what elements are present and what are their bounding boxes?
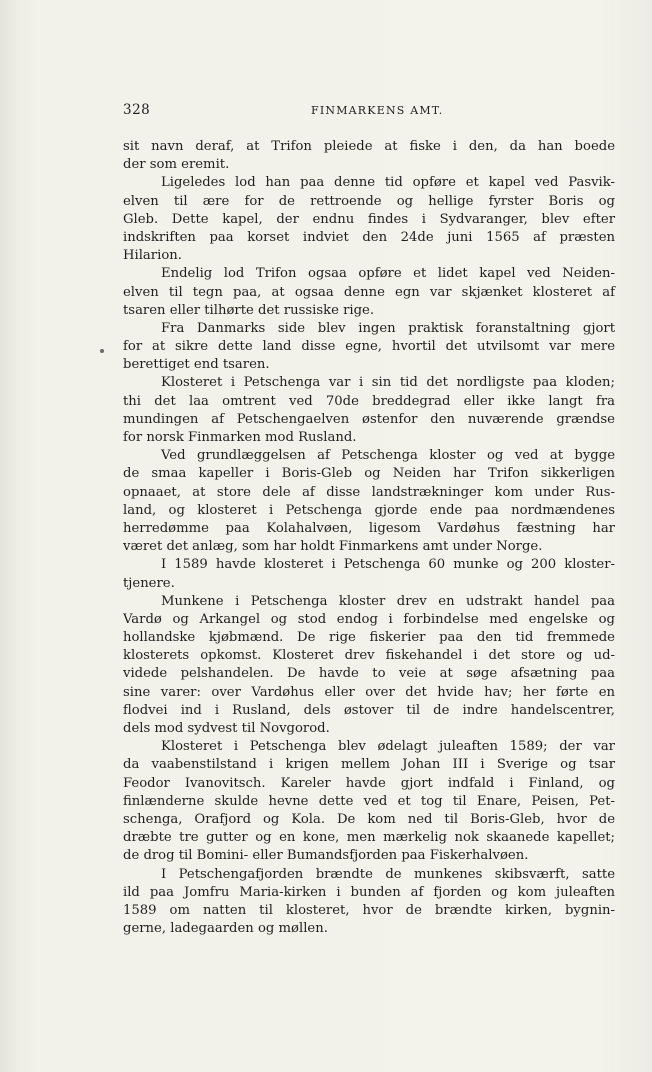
page-header	[123, 102, 615, 122]
text-line: Ved grundlæggelsen af Petschenga kloster og ved at bygge	[161, 448, 615, 464]
text-line: opnaaet, at store dele af disse landstrækninger kom under Rus-	[123, 484, 615, 500]
text-line: været det anlæg, som har holdt Finmarkens amt under Norge.	[123, 539, 543, 555]
text-line: gerne, ladegaarden og møllen.	[123, 921, 328, 937]
body-text	[123, 138, 615, 938]
text-line: Klosteret i Petschenga var i sin tid det nordligste paa kloden;	[161, 375, 615, 391]
text-line: de drog til Bomini- eller Bumandsfjorden paa Fiskerhalvøen.	[123, 848, 529, 864]
text-line: tsaren eller tilhørte det russiske rige.	[123, 302, 375, 318]
text-line: da vaabenstilstand i krigen mellem Johan III i Sverige og tsar	[123, 757, 615, 773]
text-line: land, og klosteret i Petschenga gjorde ende paa nordmændenes	[123, 502, 615, 518]
text-line: Feodor Ivanovitsch. Kareler havde gjort indfald i Finland, og	[123, 775, 615, 791]
text-line: sit navn deraf, at Trifon pleiede at fiske i den, da han boede	[123, 139, 615, 154]
page-number: 328	[123, 102, 151, 118]
text-line: herredømme paa Kolahalvøen, ligesom Vardøhus fæstning har	[123, 520, 615, 536]
text-line: Vardø og Arkangel og stod endog i forbindelse med engelske og	[123, 611, 615, 627]
text-line: berettiget end tsaren.	[123, 357, 270, 373]
text-line: 1589 om natten til klosteret, hvor de brændte kirken, bygnin-	[123, 902, 615, 918]
text-line: I 1589 havde klosteret i Petschenga 60 munke og 200 kloster-	[161, 557, 615, 573]
text-line: Hilarion.	[123, 248, 182, 264]
text-line: der som eremit.	[123, 157, 230, 173]
text-line: I Petschengafjorden brændte de munkenes skibsværft, satte	[161, 866, 615, 882]
text-line: Munkene i Petschenga kloster drev en udstrakt handel paa	[161, 593, 615, 609]
text-line: elven til tegn paa, at ogsaa denne egn var skjænket klosteret af	[123, 284, 615, 300]
text-line: hollandske kjøbmænd. De rige fiskerier paa den tid fremmede	[123, 630, 615, 646]
text-line: Ligeledes lod han paa denne tid opføre et kapel ved Pasvik-	[161, 175, 615, 191]
text-line: for norsk Finmarken mod Rusland.	[123, 430, 357, 445]
text-line: de smaa kapeller i Boris-Gleb og Neiden har Trifon sikkerligen	[123, 466, 615, 482]
text-line: Fra Danmarks side blev ingen praktisk foranstaltning gjort	[161, 320, 615, 336]
text-line: tjenere.	[123, 575, 175, 591]
text-line: sine varer: over Vardøhus eller over det hvide hav; her førte en	[123, 684, 615, 700]
text-line: thi det laa omtrent ved 70de breddegrad eller ikke langt fra	[123, 393, 615, 409]
running-title: FINMARKENS AMT.	[311, 104, 444, 117]
text-line: schenga, Orafjord og Kola. De kom ned til Boris-Gleb, hvor de	[123, 811, 615, 827]
text-line: klosterets opkomst. Klosteret drev fiskehandel i det store og ud-	[123, 648, 615, 664]
text-line: indskriften paa korset indviet den 24de juni 1565 af præsten	[123, 229, 615, 245]
text-line: videde pelshandelen. De havde to veie at søge afsætning paa	[123, 666, 615, 682]
text-line: dræbte tre gutter og en kone, men mærkelig nok skaanede kapellet;	[123, 830, 615, 846]
text-line: flodvei ind i Rusland, dels østover til de indre handelscentrer,	[123, 702, 615, 718]
text-line: finlænderne skulde hevne dette ved et tog til Enare, Peisen, Pet-	[123, 793, 615, 809]
margin-mark	[100, 349, 104, 353]
text-line: Endelig lod Trifon ogsaa opføre et lidet kapel ved Neiden-	[161, 266, 615, 282]
text-line: for at sikre dette land disse egne, hvortil det utvilsomt var mere	[123, 339, 615, 355]
text-line: mundingen af Petschengaelven østenfor den nuværende grændse	[123, 411, 615, 427]
text-line: ild paa Jomfru Maria-kirken i bunden af fjorden og kom juleaften	[123, 884, 615, 900]
text-line: Klosteret i Petschenga blev ødelagt juleaften 1589; der var	[161, 739, 615, 755]
text-line: Gleb. Dette kapel, der endnu findes i Sydvaranger, blev efter	[123, 211, 615, 227]
text-line: elven til ære for de rettroende og hellige fyrster Boris og	[123, 193, 615, 209]
text-line: dels mod sydvest til Novgorod.	[123, 721, 330, 736]
